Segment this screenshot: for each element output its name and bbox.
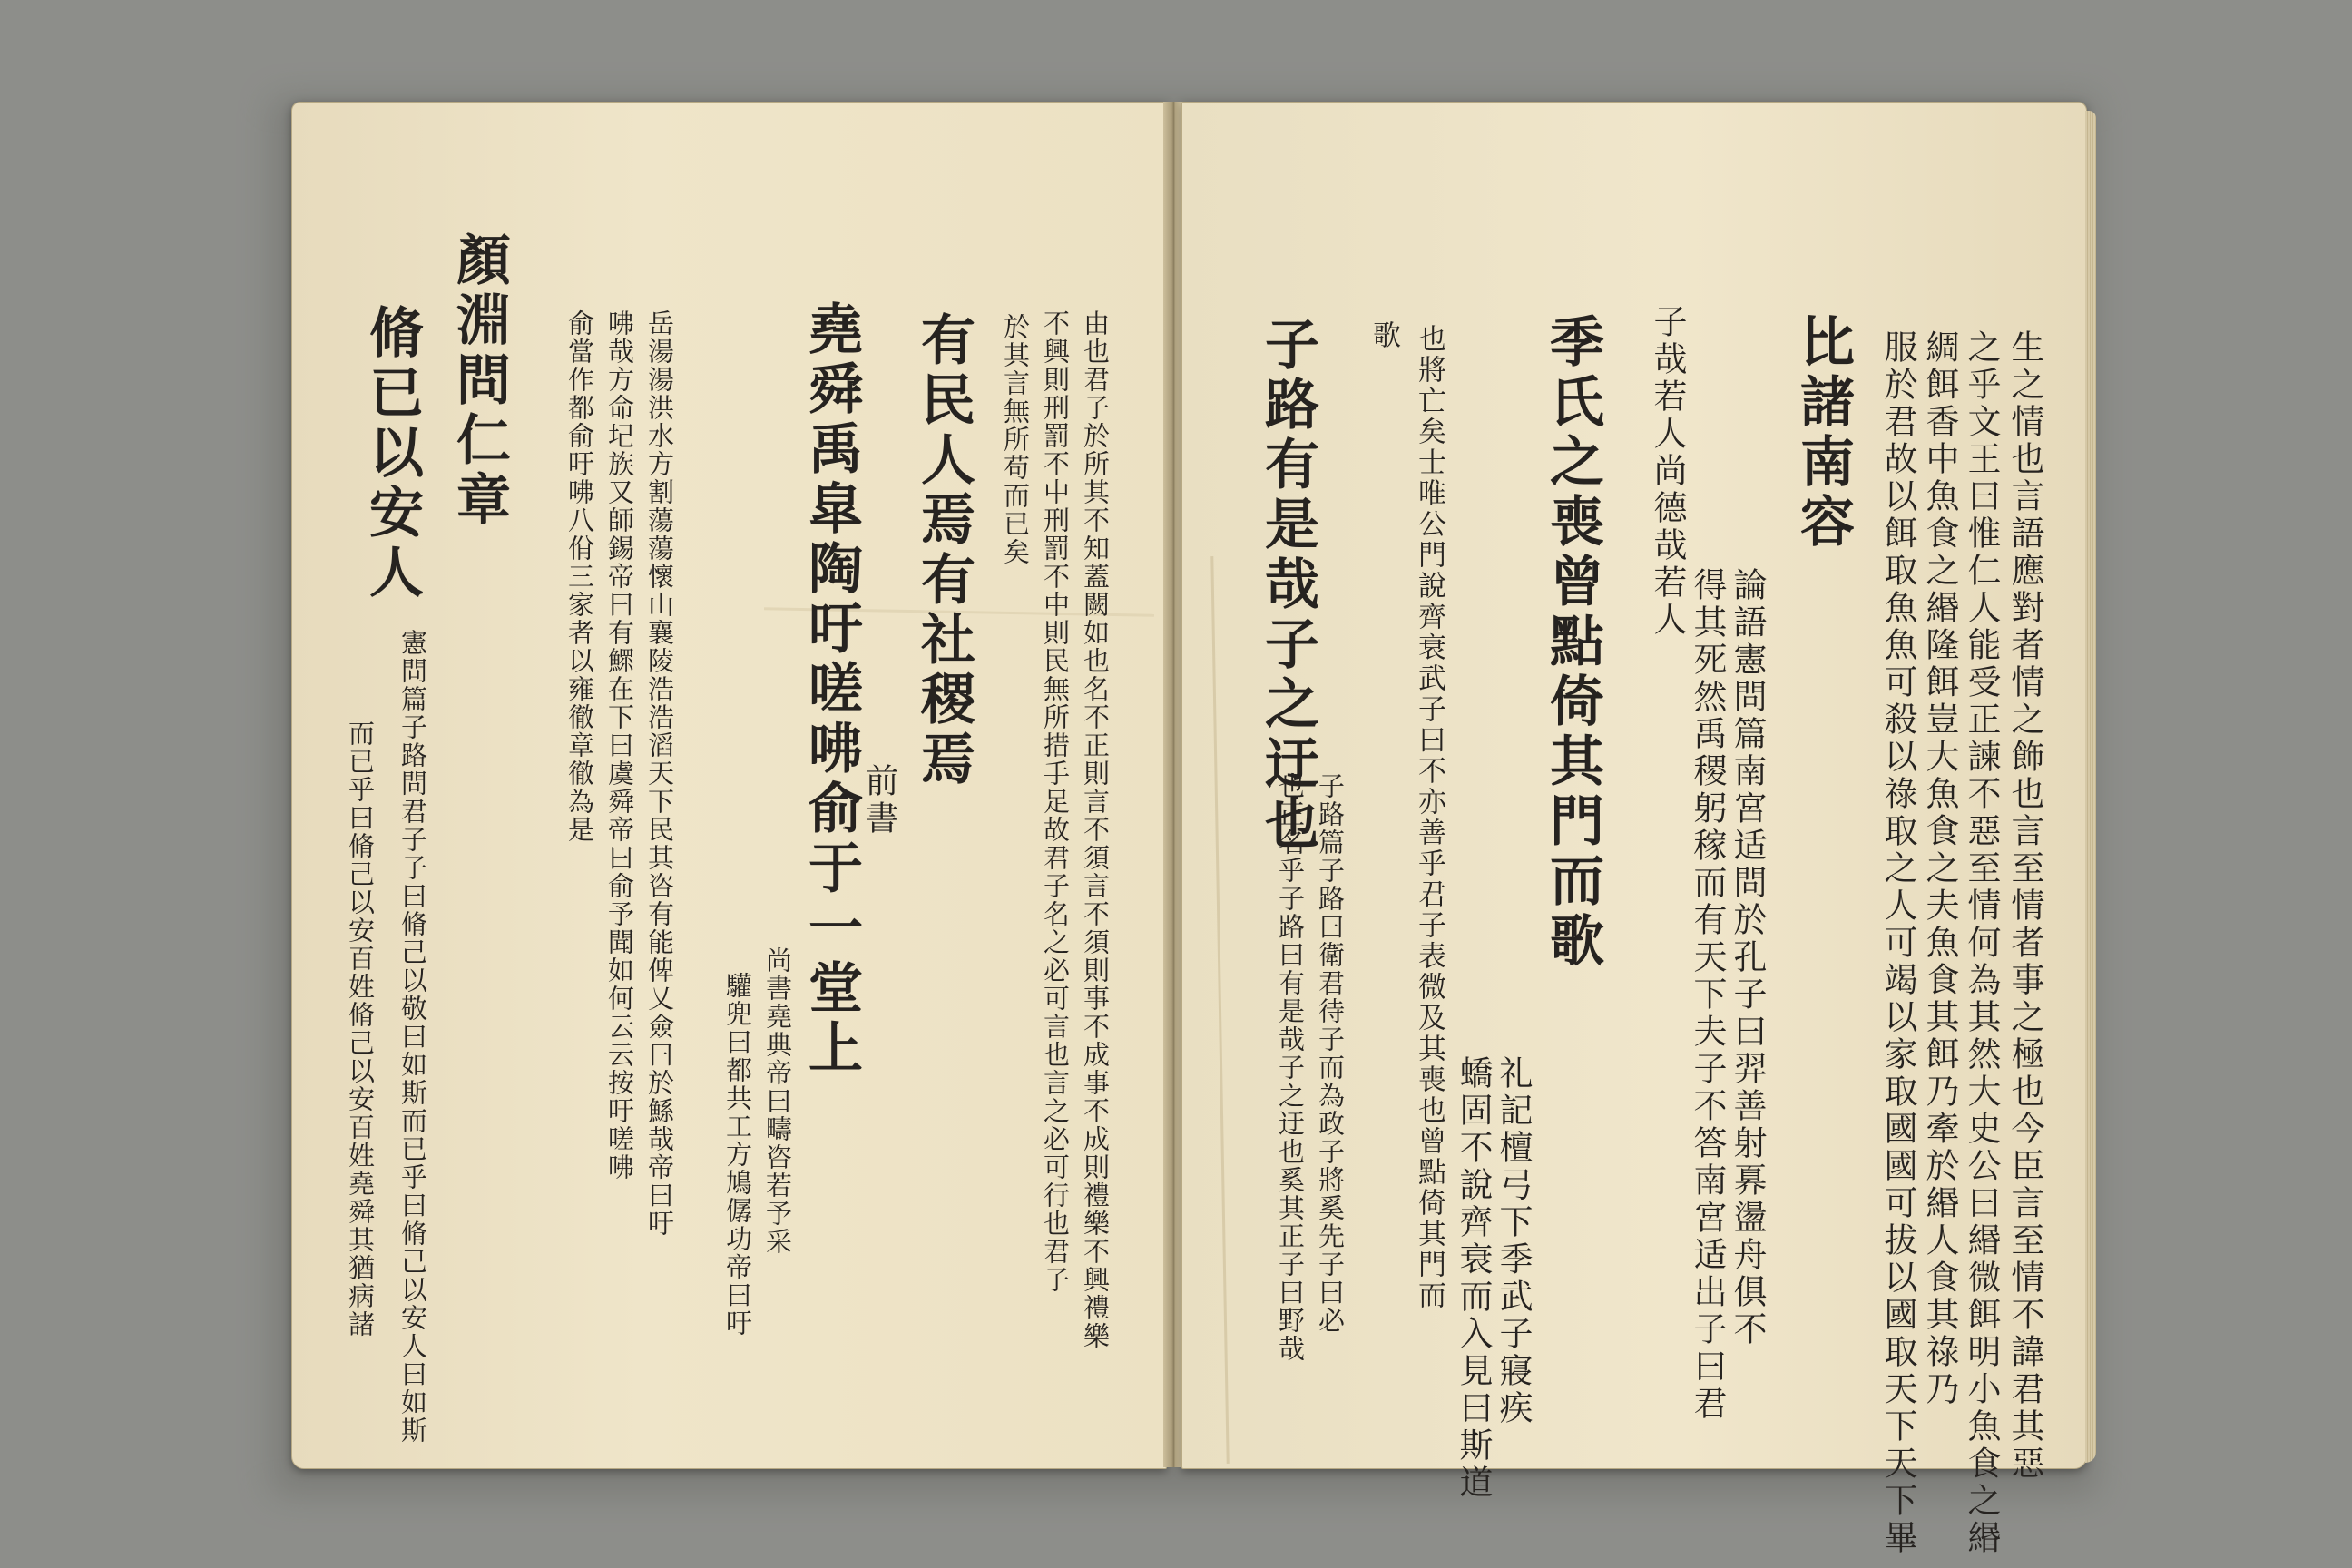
left-page [291,102,1167,1469]
text-column: 不興則刑罰不中刑罰不中則民無所措手足故君子名之必可言也言之必可行也君子 [1040,309,1071,1294]
text-column: 岳湯湯洪水方割蕩蕩懷山襄陵浩浩滔天下民其咨有能俾乂僉曰於鯀哉帝曰吁 [644,309,675,1238]
book-spine [1163,102,1183,1467]
text-column: 由也君子於所其不知蓋闕如也名不正則言不須言不須則事不成事不成則禮樂不興禮樂 [1080,309,1111,1350]
heading-column: 子路有是哉子之迂也 [1256,316,1319,855]
text-column: 俞當作都俞吁咈八佾三家者以雍徹章徹為是 [564,309,595,844]
text-column: 蟜固不說齊衰而入見曰斯道 [1454,1055,1493,1502]
annotation-column: 前書 [859,763,898,838]
heading-column: 有民人焉有社稷焉 [912,311,975,790]
right-page [1181,102,2087,1557]
annotation-column: 礼記檀弓下季武子寢疾 [1494,1055,1533,1427]
text-column: 尚書堯典帝曰疇咨若予采 [762,946,793,1256]
heading-column: 季氏之喪曾點倚其門而歌 [1541,313,1604,972]
heading-column: 比諸南容 [1791,313,1855,553]
text-column: 歌 [1367,320,1400,351]
heading-column: 脩已以安人 [360,304,424,603]
text-column: 驩兜曰都共工方鳩僝功帝曰吁 [722,972,753,1338]
text-column: 也正名乎子路曰有是哉子之迂也奚其正子曰野哉 [1275,772,1306,1363]
text-column: 生之情也言語應對者情之飾也言至情者事之極也今臣言至情不諱君其惡 [2005,329,2044,1483]
text-column: 於其言無所苟而已矣 [1000,313,1031,566]
text-column: 服於君故以餌取魚魚可殺以祿取之人可竭以家取國國可拔以國取天下天下畢 [1878,329,1917,1557]
paper-crease [1210,556,1229,1464]
text-column: 綢餌香中魚食之緡隆餌豈大魚食之夫魚食其餌乃牽於緡人食其祿乃 [1920,329,1959,1408]
annotation-column: 論語憲問篇南宮适問於孔子曰羿善射奡盪舟俱不 [1728,567,1767,1348]
text-column: 子路篇子路曰衛君待子而為政子將奚先子曰必 [1315,772,1346,1335]
text-column: 得其死然禹稷躬稼而有天下夫子不答南宮适出子曰君 [1688,567,1727,1423]
text-column: 憲問篇子路問君子子曰脩己以敬曰如斯而已乎曰脩己以安人曰如斯 [397,629,428,1445]
heading-column: 堯舜禹皐陶吁嗟咈俞于一堂上 [799,300,863,1079]
text-column: 而已乎曰脩己以安百姓脩己以安百姓堯舜其猶病諸 [345,720,376,1338]
text-column: 之乎文王曰惟仁人能受正諫不惡至情何為其然大史公曰緡微餌明小魚食之緡 [1962,329,2001,1557]
heading-column: 顏淵問仁章 [447,231,511,531]
text-column: 咈哉方命圮族又師錫帝曰有鰥在下曰虞舜帝曰俞予聞如何云云按吁嗟咈 [604,309,635,1181]
page-edge [2085,111,2096,1463]
text-column: 子哉若人尚德哉若人 [1648,304,1687,639]
text-column: 也將亡矣士唯公門說齊衰武子曰不亦善乎君子表微及其喪也曾點倚其門而 [1413,324,1446,1311]
